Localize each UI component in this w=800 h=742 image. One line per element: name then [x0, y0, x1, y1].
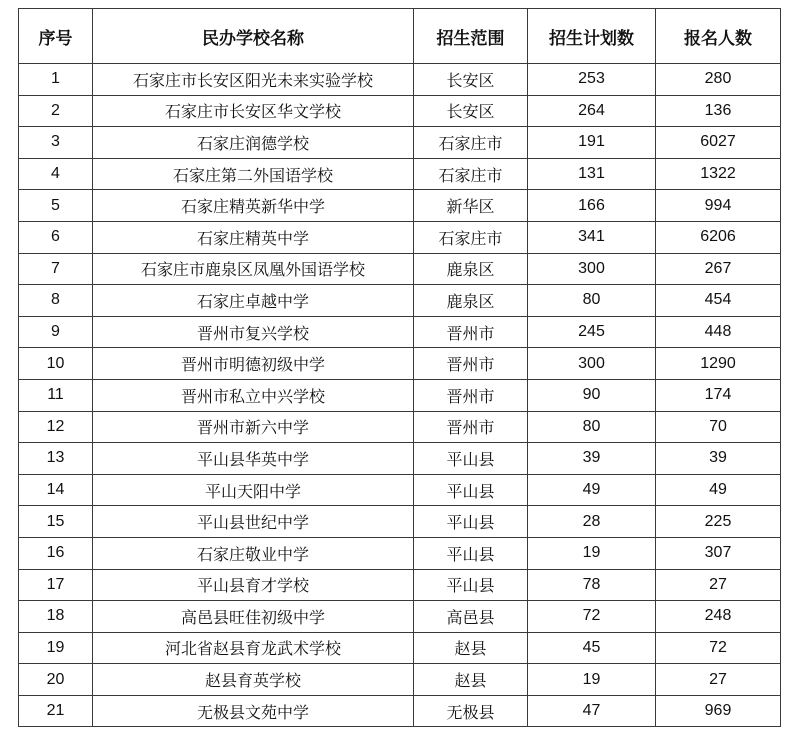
cell-applicant-count: 454	[656, 285, 781, 317]
cell-school-name: 无极县文苑中学	[93, 695, 414, 727]
cell-applicant-count: 280	[656, 64, 781, 96]
header-school-name: 民办学校名称	[93, 9, 414, 64]
table-row	[19, 158, 781, 190]
cell-enrollment-scope: 晋州市	[414, 411, 528, 443]
cell-serial-number: 1	[19, 64, 93, 96]
cell-school-name: 石家庄卓越中学	[93, 285, 414, 317]
cell-enrollment-scope: 赵县	[414, 632, 528, 664]
cell-plan-count: 90	[528, 379, 656, 411]
table-row	[19, 569, 781, 601]
cell-serial-number: 19	[19, 632, 93, 664]
cell-school-name: 石家庄市长安区华文学校	[93, 95, 414, 127]
cell-enrollment-scope: 石家庄市	[414, 158, 528, 190]
cell-applicant-count: 39	[656, 443, 781, 475]
cell-applicant-count: 448	[656, 316, 781, 348]
cell-plan-count: 78	[528, 569, 656, 601]
cell-serial-number: 11	[19, 379, 93, 411]
table-row	[19, 379, 781, 411]
table-row	[19, 537, 781, 569]
cell-applicant-count: 49	[656, 474, 781, 506]
table-row	[19, 64, 781, 96]
cell-school-name: 石家庄精英新华中学	[93, 190, 414, 222]
table-row	[19, 443, 781, 475]
cell-plan-count: 300	[528, 348, 656, 380]
table-row	[19, 190, 781, 222]
header-serial-number: 序号	[19, 9, 93, 64]
cell-serial-number: 15	[19, 506, 93, 538]
cell-serial-number: 13	[19, 443, 93, 475]
cell-serial-number: 8	[19, 285, 93, 317]
cell-applicant-count: 267	[656, 253, 781, 285]
cell-plan-count: 341	[528, 221, 656, 253]
cell-serial-number: 3	[19, 127, 93, 159]
cell-plan-count: 80	[528, 285, 656, 317]
cell-school-name: 石家庄精英中学	[93, 221, 414, 253]
cell-serial-number: 16	[19, 537, 93, 569]
cell-applicant-count: 70	[656, 411, 781, 443]
cell-enrollment-scope: 石家庄市	[414, 221, 528, 253]
cell-applicant-count: 994	[656, 190, 781, 222]
cell-enrollment-scope: 晋州市	[414, 348, 528, 380]
cell-plan-count: 49	[528, 474, 656, 506]
cell-school-name: 赵县育英学校	[93, 664, 414, 696]
cell-plan-count: 19	[528, 537, 656, 569]
cell-school-name: 河北省赵县育龙武术学校	[93, 632, 414, 664]
cell-applicant-count: 307	[656, 537, 781, 569]
table-row	[19, 474, 781, 506]
table-row	[19, 632, 781, 664]
cell-school-name: 石家庄市鹿泉区凤凰外国语学校	[93, 253, 414, 285]
cell-enrollment-scope: 鹿泉区	[414, 285, 528, 317]
cell-applicant-count: 136	[656, 95, 781, 127]
cell-plan-count: 131	[528, 158, 656, 190]
cell-plan-count: 191	[528, 127, 656, 159]
header-plan-count: 招生计划数	[528, 9, 656, 64]
cell-serial-number: 7	[19, 253, 93, 285]
cell-enrollment-scope: 平山县	[414, 537, 528, 569]
table-row	[19, 601, 781, 633]
table-row	[19, 285, 781, 317]
table-row	[19, 664, 781, 696]
cell-enrollment-scope: 长安区	[414, 64, 528, 96]
cell-plan-count: 45	[528, 632, 656, 664]
header-row	[19, 9, 781, 64]
cell-applicant-count: 174	[656, 379, 781, 411]
cell-enrollment-scope: 长安区	[414, 95, 528, 127]
cell-school-name: 晋州市复兴学校	[93, 316, 414, 348]
table-row	[19, 221, 781, 253]
cell-applicant-count: 27	[656, 569, 781, 601]
cell-school-name: 石家庄市长安区阳光未来实验学校	[93, 64, 414, 96]
school-enrollment-table	[18, 8, 781, 727]
cell-school-name: 晋州市新六中学	[93, 411, 414, 443]
cell-plan-count: 264	[528, 95, 656, 127]
cell-applicant-count: 1290	[656, 348, 781, 380]
cell-applicant-count: 6027	[656, 127, 781, 159]
cell-enrollment-scope: 新华区	[414, 190, 528, 222]
cell-serial-number: 4	[19, 158, 93, 190]
cell-plan-count: 47	[528, 695, 656, 727]
table-row	[19, 253, 781, 285]
cell-applicant-count: 969	[656, 695, 781, 727]
table-row	[19, 95, 781, 127]
cell-school-name: 石家庄第二外国语学校	[93, 158, 414, 190]
cell-plan-count: 245	[528, 316, 656, 348]
cell-serial-number: 5	[19, 190, 93, 222]
cell-serial-number: 21	[19, 695, 93, 727]
cell-serial-number: 10	[19, 348, 93, 380]
cell-serial-number: 14	[19, 474, 93, 506]
cell-school-name: 石家庄敬业中学	[93, 537, 414, 569]
cell-applicant-count: 225	[656, 506, 781, 538]
cell-serial-number: 18	[19, 601, 93, 633]
cell-plan-count: 80	[528, 411, 656, 443]
cell-serial-number: 2	[19, 95, 93, 127]
header-enrollment-scope: 招生范围	[414, 9, 528, 64]
cell-enrollment-scope: 晋州市	[414, 379, 528, 411]
cell-enrollment-scope: 平山县	[414, 443, 528, 475]
cell-enrollment-scope: 晋州市	[414, 316, 528, 348]
header-applicant-count: 报名人数	[656, 9, 781, 64]
cell-enrollment-scope: 石家庄市	[414, 127, 528, 159]
cell-serial-number: 17	[19, 569, 93, 601]
table-header	[19, 9, 781, 64]
cell-serial-number: 12	[19, 411, 93, 443]
table-row	[19, 316, 781, 348]
table-body	[19, 64, 781, 727]
cell-plan-count: 166	[528, 190, 656, 222]
table-row	[19, 411, 781, 443]
cell-plan-count: 300	[528, 253, 656, 285]
cell-applicant-count: 248	[656, 601, 781, 633]
cell-plan-count: 28	[528, 506, 656, 538]
cell-school-name: 平山县华英中学	[93, 443, 414, 475]
cell-plan-count: 39	[528, 443, 656, 475]
cell-enrollment-scope: 鹿泉区	[414, 253, 528, 285]
cell-applicant-count: 27	[656, 664, 781, 696]
cell-school-name: 石家庄润德学校	[93, 127, 414, 159]
cell-school-name: 平山天阳中学	[93, 474, 414, 506]
cell-enrollment-scope: 平山县	[414, 569, 528, 601]
cell-school-name: 晋州市私立中兴学校	[93, 379, 414, 411]
cell-applicant-count: 72	[656, 632, 781, 664]
table-row	[19, 127, 781, 159]
cell-plan-count: 19	[528, 664, 656, 696]
table-row	[19, 348, 781, 380]
cell-school-name: 晋州市明德初级中学	[93, 348, 414, 380]
cell-enrollment-scope: 平山县	[414, 474, 528, 506]
cell-serial-number: 20	[19, 664, 93, 696]
cell-applicant-count: 1322	[656, 158, 781, 190]
cell-plan-count: 72	[528, 601, 656, 633]
cell-applicant-count: 6206	[656, 221, 781, 253]
table-row	[19, 506, 781, 538]
cell-enrollment-scope: 无极县	[414, 695, 528, 727]
cell-school-name: 平山县育才学校	[93, 569, 414, 601]
cell-plan-count: 253	[528, 64, 656, 96]
table-row	[19, 695, 781, 727]
cell-enrollment-scope: 高邑县	[414, 601, 528, 633]
cell-school-name: 高邑县旺佳初级中学	[93, 601, 414, 633]
cell-enrollment-scope: 赵县	[414, 664, 528, 696]
cell-enrollment-scope: 平山县	[414, 506, 528, 538]
cell-serial-number: 6	[19, 221, 93, 253]
cell-serial-number: 9	[19, 316, 93, 348]
cell-school-name: 平山县世纪中学	[93, 506, 414, 538]
